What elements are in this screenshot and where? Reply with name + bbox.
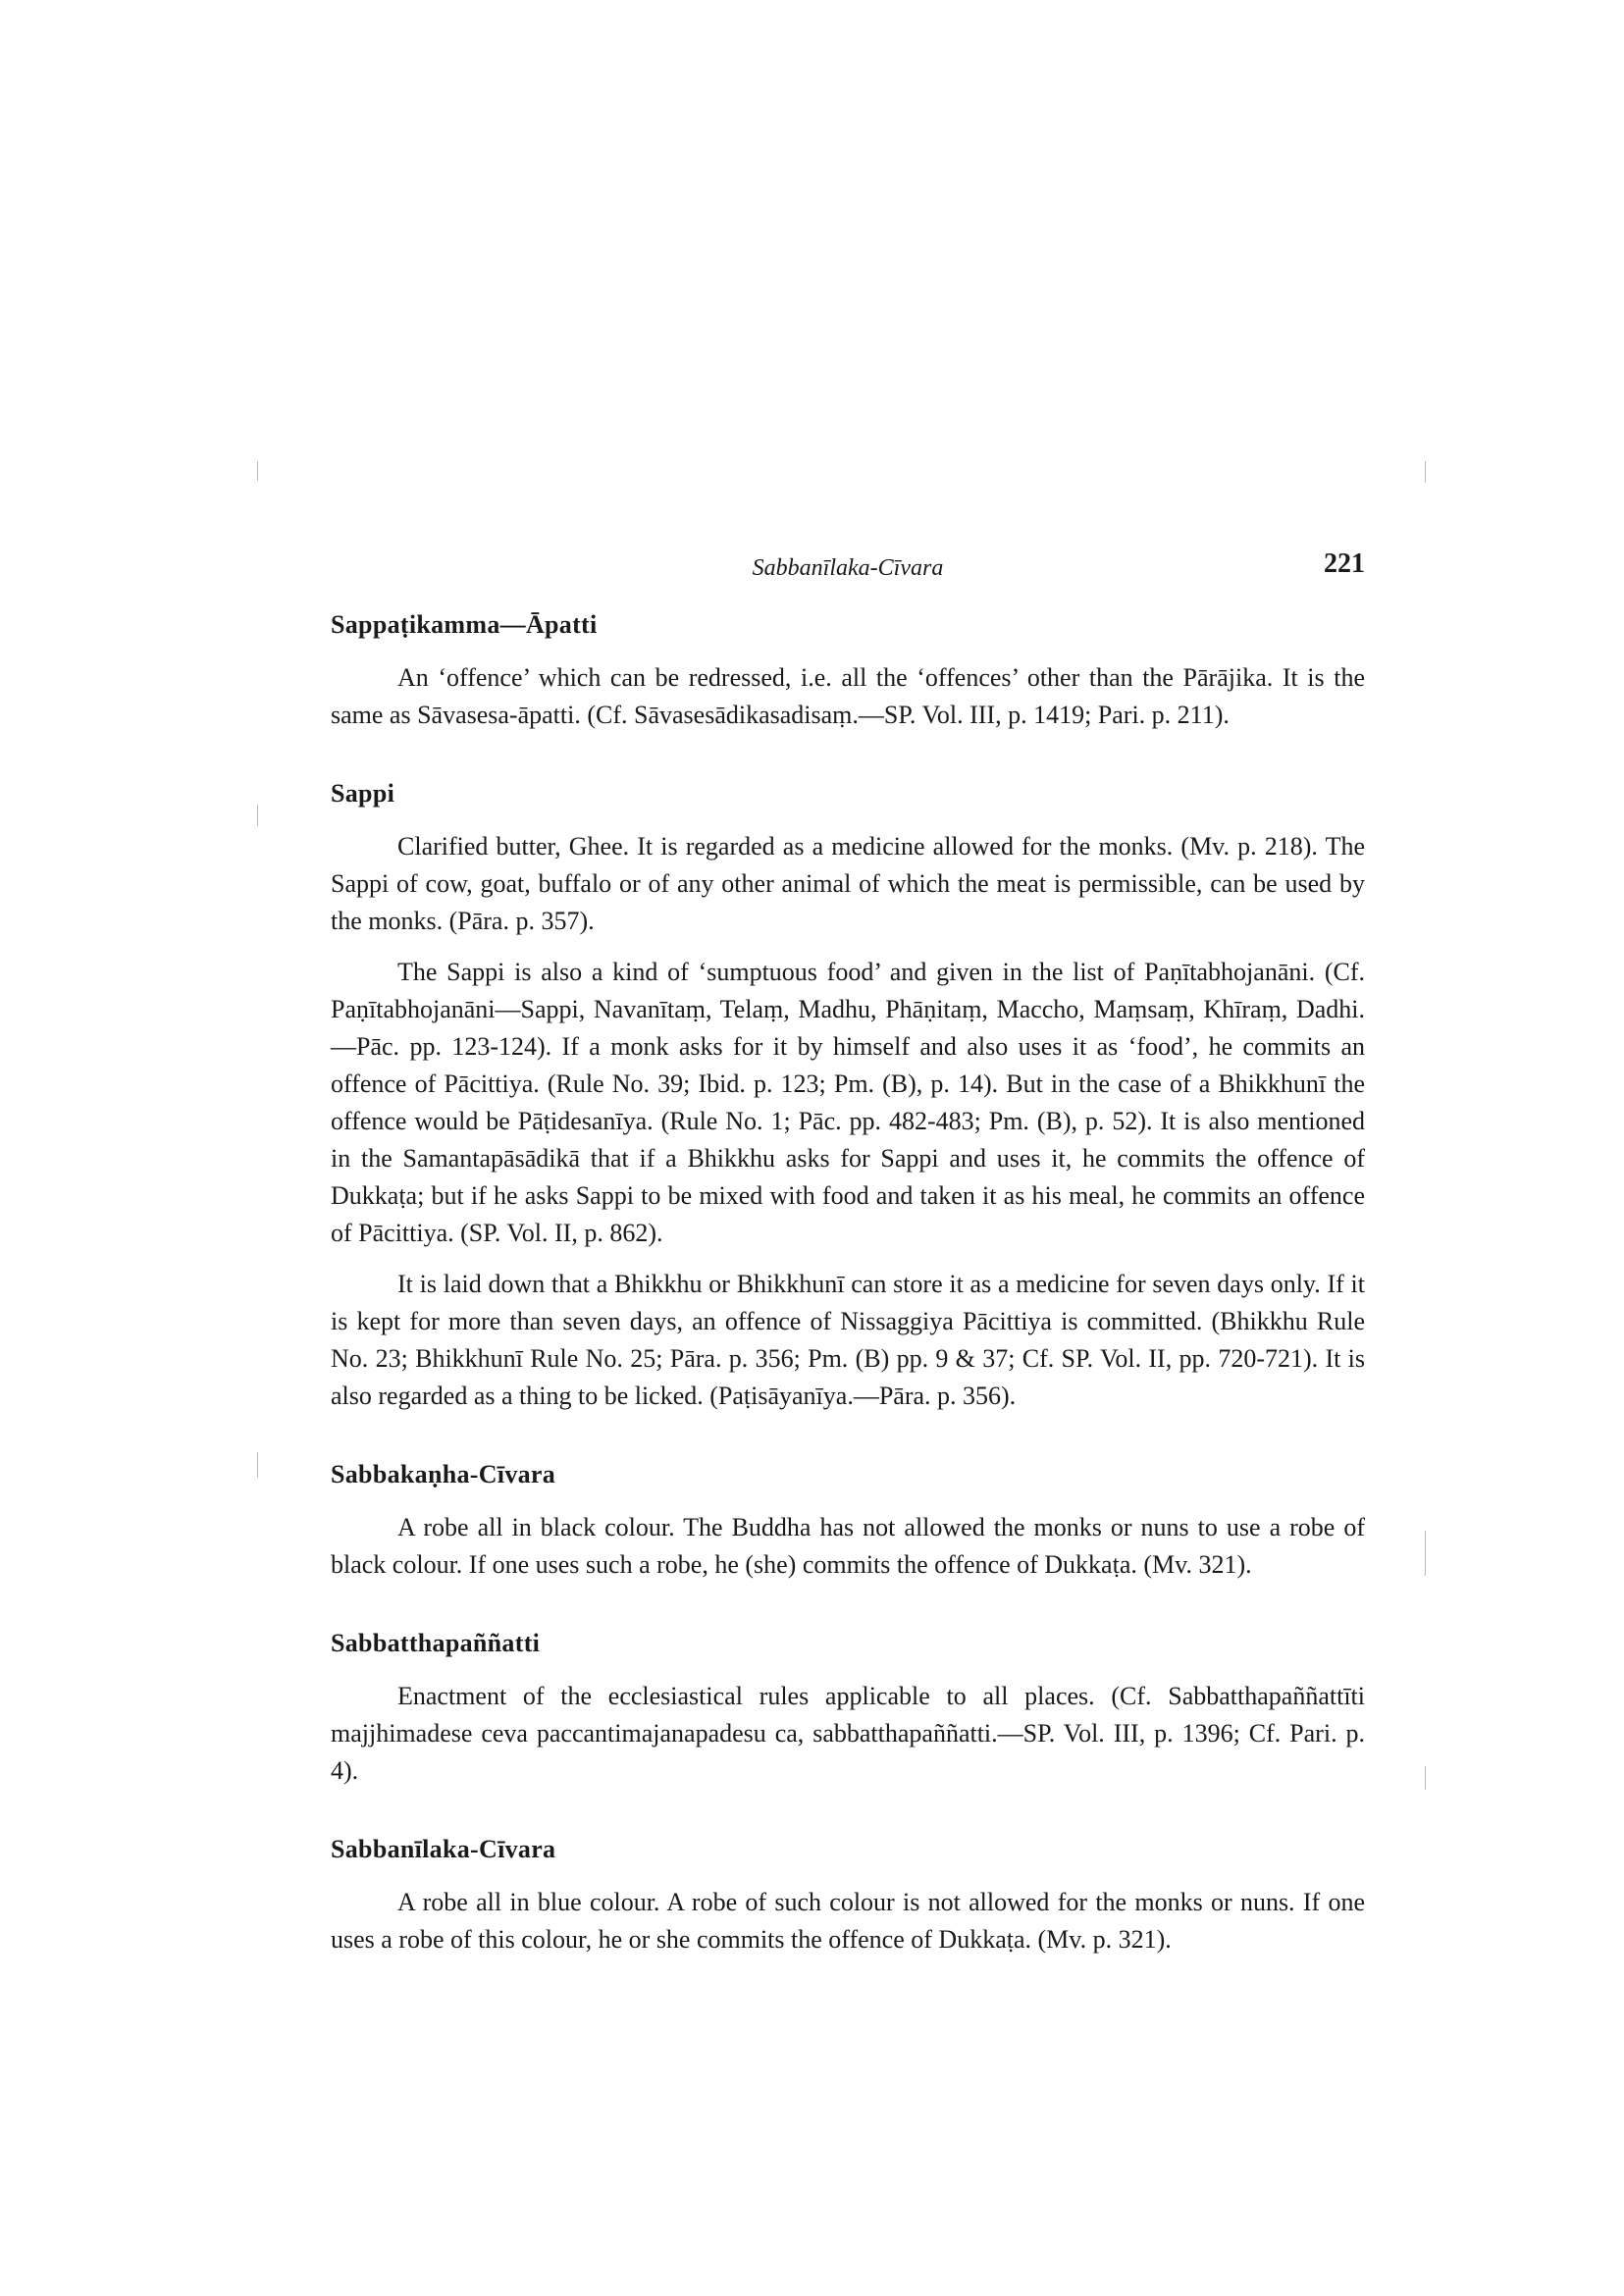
scan-margin-mark: [1425, 1531, 1426, 1576]
entry: [331, 1625, 1365, 1790]
entry-headword: Sappi: [331, 779, 395, 808]
running-head: [331, 549, 1365, 595]
entry-headword: Sabbatthapaññatti: [331, 1629, 541, 1657]
scan-margin-mark: [257, 805, 258, 826]
dictionary-page: [331, 549, 1365, 2000]
scan-margin-mark: [1425, 1766, 1426, 1790]
entry-headword: Sabbanīlaka-Cīvara: [331, 1835, 556, 1863]
running-title: Sabbanīlaka-Cīvara: [752, 555, 944, 581]
entry-paragraph: A robe all in blue colour. A robe of such colour is not allowed for the monks or nuns. If one uses a robe of this colour, he or she commits the offence of Dukkaṭa. (Mv. p. 321).: [331, 1888, 1365, 1954]
entry-paragraph: Enactment of the ecclesiastical rules applicable to all places. (Cf. Sabbatthapaññattīti majjhimadese ceva paccantimajanapadesu ca, sabbatthapaññatti.—SP. Vol. III, p. 1396; Cf. Pari. p. 4).: [331, 1682, 1365, 1785]
entry-headword: Sabbakaṇha-Cīvara: [331, 1460, 556, 1488]
entry: [331, 1831, 1365, 1958]
entry-paragraph: A robe all in black colour. The Buddha has not allowed the monks or nuns to use a robe of black colour. If one uses such a robe, he (she) commits the offence of Dukkaṭa. (Mv. 321).: [331, 1513, 1365, 1579]
entry: [331, 775, 1365, 1415]
scan-margin-mark: [257, 1452, 258, 1478]
entry: [331, 606, 1365, 734]
entry-headword: Sappaṭikamma—Āpatti: [331, 610, 598, 639]
entry-paragraph: It is laid down that a Bhikkhu or Bhikkhunī can store it as a medicine for seven days only. If it is kept for more than seven days, an offence of Nissaggiya Pācittiya is committed. (Bhikkhu Rule No. 23; Bhikkhunī Rule No. 25; Pāra. p. 356; Pm. (B) pp. 9 & 37; Cf. SP. Vol. II, pp. 720-721). It is also regarded as a thing to be licked. (Paṭisāyanīya.—Pāra. p. 356).: [331, 1270, 1365, 1410]
entry-paragraph: An ‘offence’ which can be redressed, i.e. all the ‘offences’ other than the Pārājika. It is the same as Sāvasesa-āpatti. (Cf. Sāvasesādikasadisaṃ.—SP. Vol. III, p. 1419; Pari. p. 211).: [331, 663, 1365, 729]
entry-paragraph: The Sappi is also a kind of ‘sumptuous food’ and given in the list of Paṇītabhojanāni. (Cf. Paṇītabhojanāni—Sappi, Navanītaṃ, Telaṃ, Madhu, Phāṇitaṃ, Maccho, Maṃsaṃ, Khīraṃ, Dadhi.—Pāc. pp. 123-124). If a monk asks for it by himself and also uses it as ‘food’, he commits an offence of Pācittiya. (Rule No. 39; Ibid. p. 123; Pm. (B), p. 14). But in the case of a Bhikkhunī the offence would be Pāṭidesanīya. (Rule No. 1; Pāc. pp. 482-483; Pm. (B), p. 52). It is also mentioned in the Samantapāsādikā that if a Bhikkhu asks for Sappi and uses it, he commits the offence of Dukkaṭa; but if he asks Sappi to be mixed with food and taken it as his meal, he commits an offence of Pācittiya. (SP. Vol. II, p. 862).: [331, 958, 1365, 1247]
entry-paragraph: Clarified butter, Ghee. It is regarded as a medicine allowed for the monks. (Mv. p. 218). The Sappi of cow, goat, buffalo or of any other animal of which the meat is permissible, can be used by the monks. (Pāra. p. 357).: [331, 832, 1365, 935]
page-number: 221: [1324, 548, 1365, 579]
scan-margin-mark: [1425, 461, 1426, 483]
entry: [331, 1456, 1365, 1584]
scan-margin-mark: [257, 461, 258, 481]
